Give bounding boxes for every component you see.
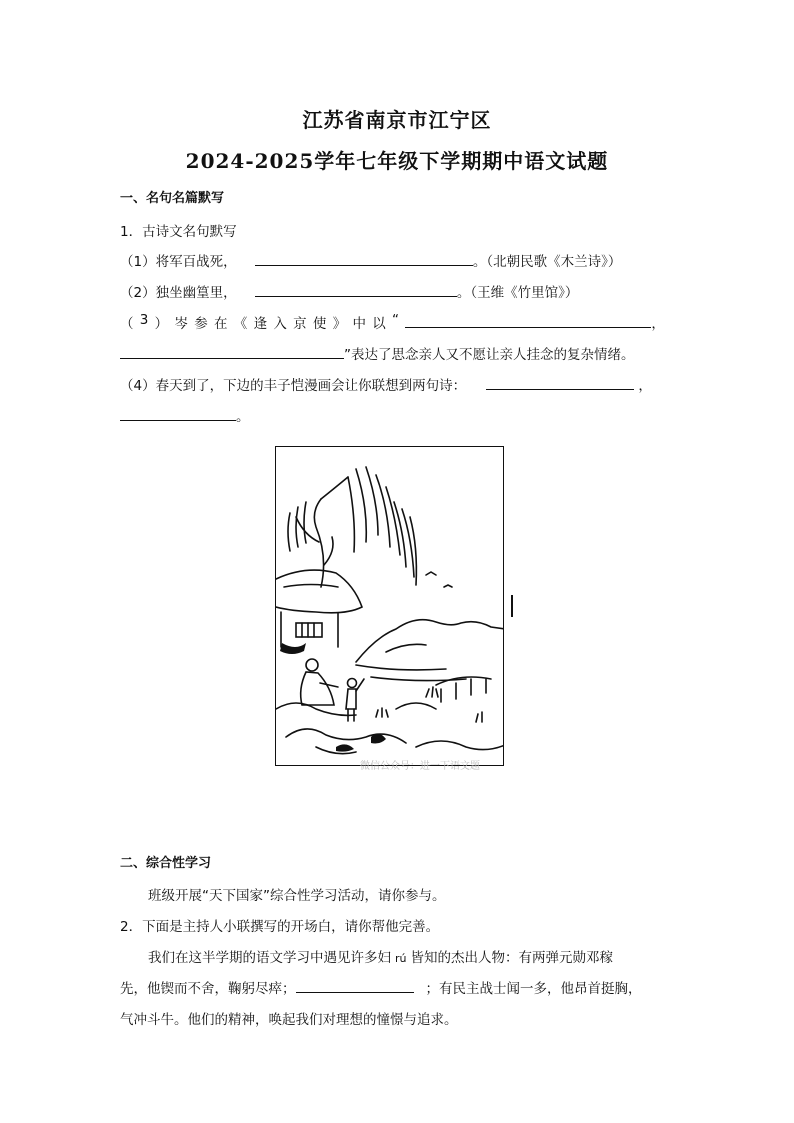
image-watermark: 微信公众号：进一下语文题 xyxy=(360,761,480,772)
q1-item1 xyxy=(120,250,621,270)
q1-item4-line2 xyxy=(120,405,250,425)
q1-item3-blank-a[interactable] xyxy=(405,313,651,328)
q1-item3-comma: ， xyxy=(651,316,665,332)
pinyin-annotation: rú xyxy=(395,952,407,965)
q1-item3-char: 逢 xyxy=(253,316,268,332)
landscape-illustration xyxy=(275,446,504,766)
q1-item4-period: 。 xyxy=(236,409,250,425)
q2-text: ；有民主战士闻一多，他昂首挺胸， xyxy=(425,981,642,997)
q2-paragraph-line3: 气冲斗牛。他们的精神，唤起我们对理想的憧憬与追求。 xyxy=(120,1012,458,1028)
page-title-line1: 江苏省南京市江宁区 xyxy=(302,108,492,132)
q1-item3-char: 在 xyxy=(214,316,228,332)
q1-item3-char: 以 xyxy=(372,316,386,332)
q1-item2-source: 。（王维《竹里馆》） xyxy=(456,285,579,301)
q1-item4-prompt: （4）春天到了，下边的丰子恺漫画会让你联想到两句诗： xyxy=(120,378,467,394)
q2-text: 皆知的杰出人物：有两弹元勋邓稼 xyxy=(410,950,613,966)
q1-item3-char: 使 xyxy=(312,316,327,332)
q1-item2-prompt: （2）独坐幽篁里， xyxy=(120,285,237,301)
q1-item3-blank-b[interactable] xyxy=(120,344,344,359)
q2-text: 先，他锲而不舍，鞠躬尽瘁； xyxy=(120,981,296,997)
q1-item2-blank[interactable] xyxy=(255,282,457,297)
q2-text: 我们在这半学期的语文学习中遇见许多妇 xyxy=(148,950,391,966)
q1-item3-char: （ xyxy=(120,316,134,332)
q1-item3-char: 《 xyxy=(233,316,248,332)
landscape-illustration-icon xyxy=(276,447,504,766)
q1-item3-char: 京 xyxy=(293,316,307,332)
q1-item2 xyxy=(120,281,578,301)
q1-item4-comma: ， xyxy=(638,378,652,394)
q1-item3 xyxy=(120,312,665,332)
q1-item3-char: 》 xyxy=(332,316,347,332)
q2-blank[interactable] xyxy=(296,978,414,993)
q1-label: 1．古诗文名句默写 xyxy=(120,224,237,240)
q2-paragraph-line2 xyxy=(120,977,642,997)
q1-item3-char: ） xyxy=(154,316,169,332)
page-title-line2: 2024-2025学年七年级下学期期中语文试题 xyxy=(185,149,609,173)
q1-item3-char: 参 xyxy=(194,316,208,332)
q1-item4-blank-b[interactable] xyxy=(120,406,236,421)
q1-item3-char: 中 xyxy=(352,316,366,332)
q1-item3-char: “ xyxy=(392,312,400,328)
q2-paragraph-line1 xyxy=(148,946,613,966)
q1-item1-prompt: （1）将军百战死， xyxy=(120,254,237,270)
q2-label: 2．下面是主持人小联撰写的开场白，请你帮他完善。 xyxy=(120,919,440,935)
text-cursor xyxy=(511,595,513,617)
q1-item4-blank-a[interactable] xyxy=(486,375,634,390)
section2-intro: 班级开展“天下国家”综合性学习活动，请你参与。 xyxy=(148,888,446,904)
q1-item1-source: 。（北朝民歌《木兰诗》） xyxy=(472,254,622,270)
section2-heading: 二、综合性学习 xyxy=(120,856,212,871)
q1-item3-line2 xyxy=(120,343,635,363)
q1-item4 xyxy=(120,374,652,394)
q1-item3-explanation: ”表达了思念亲人又不愿让亲人挂念的复杂情绪。 xyxy=(344,347,635,363)
q1-item3-char: 岑 xyxy=(174,316,188,332)
section1-heading: 一、名句名篇默写 xyxy=(120,191,225,206)
q1-item1-blank[interactable] xyxy=(255,251,473,266)
q1-item3-char: 3 xyxy=(139,312,149,328)
q1-item3-char: 入 xyxy=(273,316,287,332)
